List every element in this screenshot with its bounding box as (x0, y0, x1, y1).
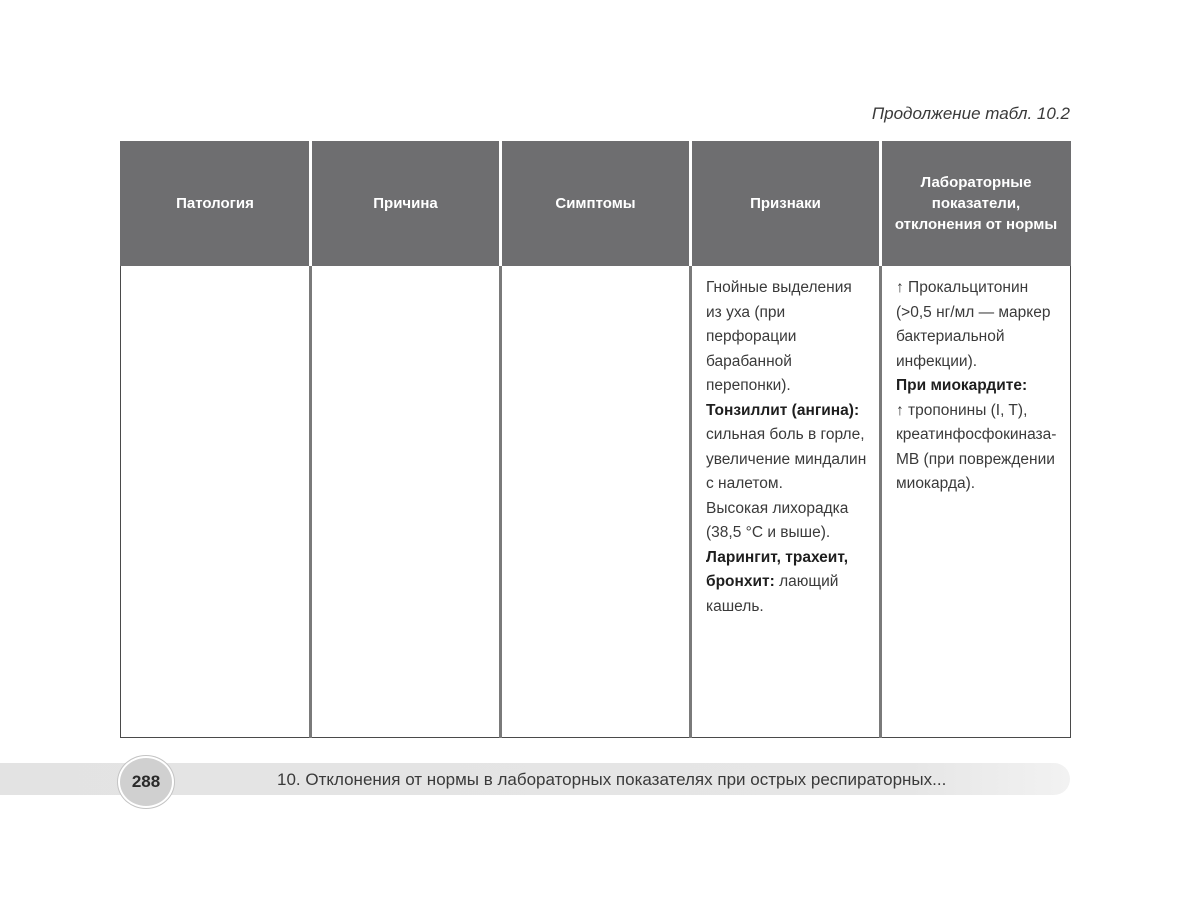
header-signs: Признаки (691, 141, 881, 266)
cell-signs (691, 266, 881, 738)
header-lab-values: Лабораторные показатели, отклонения от нормы (881, 141, 1071, 266)
header-symptoms: Симптомы (501, 141, 691, 266)
table-row (121, 266, 1071, 738)
signs-laryngitis-label: Ларингит, трахеит, бронхит: (706, 548, 849, 590)
header-cause: Причина (311, 141, 501, 266)
data-table (120, 141, 1071, 738)
signs-laryngitis (706, 546, 869, 620)
signs-tonsillitis-text: сильная боль в горле, увеличение миндалин с налетом. (706, 426, 867, 492)
signs-ear-discharge: Гнойные выделения из уха (при перфорации барабанной перепонки). (706, 279, 852, 394)
header-pathology: Патология (121, 141, 311, 266)
lab-myocarditis-label-line (896, 374, 1060, 399)
signs-laryngitis-text: лающий кашель. (706, 573, 839, 615)
cell-symptoms (501, 266, 691, 738)
cell-cause (311, 266, 501, 738)
signs-tonsillitis (706, 399, 869, 497)
lab-myocarditis-label: При миокардите: (896, 377, 1028, 394)
page-number: 288 (118, 756, 174, 808)
signs-fever: Высокая лихорадка (38,5 °C и выше). (706, 499, 849, 541)
table-caption: Продолжение табл. 10.2 (871, 104, 1070, 123)
signs-tonsillitis-label: Тонзиллит (ангина): (706, 401, 860, 419)
cell-pathology (121, 266, 311, 738)
cell-lab-values (881, 266, 1071, 738)
running-footer-title: 10. Отклонения от нормы в лабораторных показателях при острых респираторных... (277, 770, 947, 789)
table-header-row (121, 141, 1071, 266)
lab-myocarditis-text: ↑ тропонины (I, T), креатинфосфокиназа-MB (при повреждении миокарда). (896, 401, 1057, 492)
lab-procalcitonin: ↑ Прокальцитонин (>0,5 нг/мл — маркер бактериальной инфекции). (896, 279, 1051, 370)
